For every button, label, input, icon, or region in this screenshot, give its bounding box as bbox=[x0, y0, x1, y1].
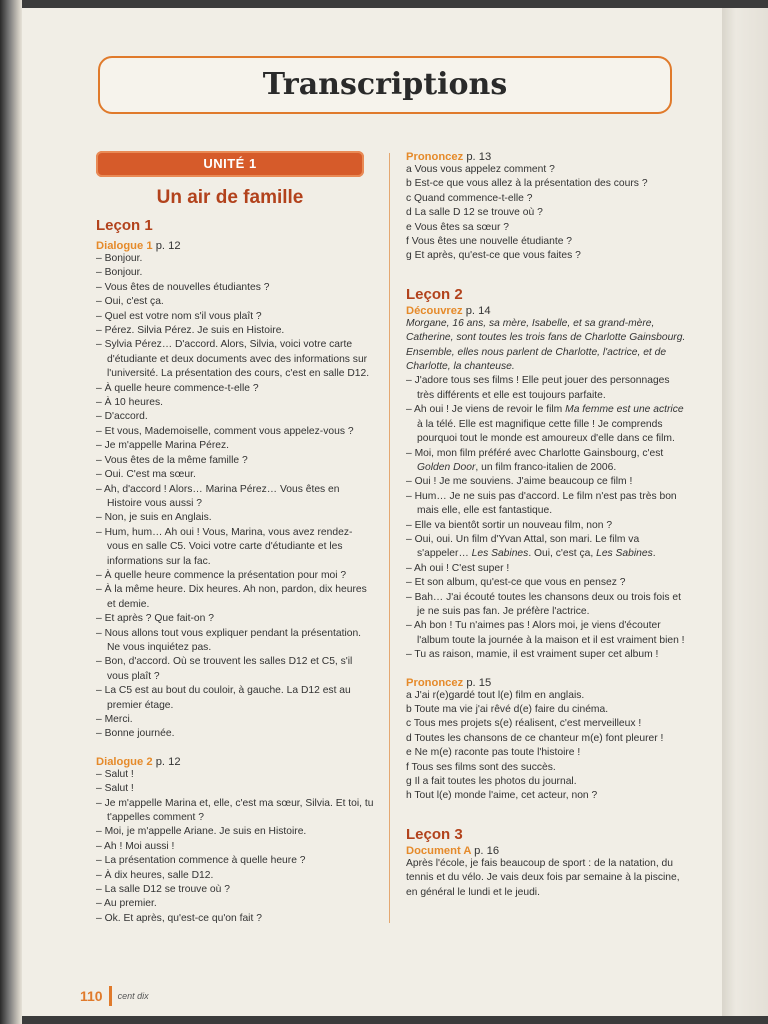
dialogue-line: – D'accord. bbox=[96, 410, 374, 424]
unit-banner: UNITÉ 1 bbox=[96, 151, 364, 177]
dialogue2-heading bbox=[96, 756, 374, 768]
page-number-words: cent dix bbox=[117, 991, 149, 1001]
list-item: e Ne m(e) raconte pas toute l'histoire ! bbox=[406, 747, 581, 759]
film-title: Ma femme est une actrice bbox=[565, 404, 684, 416]
line-text: Elle va bientôt sortir un nouveau film, non ? bbox=[414, 519, 613, 531]
dialogue-line: – Ah, d'accord ! Alors… Marina Pérez… Vous êtes en Histoire vous aussi ? bbox=[96, 483, 374, 512]
dialogue-line: – Hum, hum… Ah oui ! Vous, Marina, vous avez rendez-vous en salle C5. Voici votre carte d'étudiante et les informations sur la fac. bbox=[96, 526, 374, 569]
column-divider bbox=[389, 153, 390, 923]
dialogue2-lines bbox=[96, 768, 374, 926]
dialogue-line: – Bonjour. bbox=[96, 266, 374, 280]
list-item: h Tout l(e) monde l'aime, cet acteur, non ? bbox=[406, 790, 598, 802]
line-text: . bbox=[652, 548, 656, 560]
dialogue-line: – Vous êtes de nouvelles étudiantes ? bbox=[96, 281, 374, 295]
dialogue-line: – Nous allons tout vous expliquer pendant la présentation. Ne vous inquiétez pas. bbox=[96, 627, 374, 656]
dialogue1-heading bbox=[96, 240, 374, 252]
dialogue1-lines bbox=[96, 252, 374, 742]
list-item: b Est-ce que vous allez à la présentation des cours ? bbox=[406, 178, 648, 190]
decouvrez-label: Découvrez bbox=[406, 304, 463, 317]
line-text: Moi, mon film préféré avec Charlotte Gainsbourg, c'est bbox=[414, 447, 664, 459]
list-item: c Quand commence-t-elle ? bbox=[406, 192, 533, 204]
decouvrez-lines bbox=[406, 374, 688, 662]
dialogue-line: – Et après ? Que fait-on ? bbox=[96, 612, 374, 626]
list-item: f Vous êtes une nouvelle étudiante ? bbox=[406, 236, 573, 248]
line-text: J'adore tous ses films ! Elle peut jouer des personnages très différents et elle est toujours parfaite. bbox=[414, 375, 670, 401]
documentA-page: p. 16 bbox=[474, 844, 500, 857]
dialogue-line: – À la même heure. Dix heures. Ah non, pardon, dix heures et demie. bbox=[96, 583, 374, 612]
documentA-label: Document A bbox=[406, 844, 472, 857]
dialogue-line: – Quel est votre nom s'il vous plaît ? bbox=[96, 310, 374, 324]
right-column bbox=[406, 151, 688, 900]
dialogue-line: – Bon, d'accord. Où se trouvent les salles D12 et C5, s'il vous plaît ? bbox=[96, 655, 374, 684]
dialogue-line: – Oui, c'est ça. bbox=[96, 295, 374, 309]
dialogue-line: – Moi, je m'appelle Ariane. Je suis en Histoire. bbox=[96, 825, 374, 839]
film-title: Les Sabines bbox=[596, 548, 653, 560]
dialogue-line: – À 10 heures. bbox=[96, 396, 374, 410]
dialogue-line: – La présentation commence à quelle heure ? bbox=[96, 854, 374, 868]
dialogue-line: – Je m'appelle Marina et, elle, c'est ma sœur, Silvia. Et toi, tu t'appelles comment ? bbox=[96, 797, 374, 826]
dialogue-line bbox=[406, 648, 688, 662]
list-item: d Toutes les chansons de ce chanteur m(e) font pleurer ! bbox=[406, 732, 664, 744]
left-column bbox=[96, 151, 374, 926]
list-item: g Et après, qu'est-ce que vous faites ? bbox=[406, 250, 581, 262]
dialogue-line: – Bonjour. bbox=[96, 252, 374, 266]
page-footer bbox=[80, 986, 149, 1004]
dialogue-line: – Je m'appelle Marina Pérez. bbox=[96, 439, 374, 453]
dialogue-line bbox=[406, 447, 688, 476]
list-item: g Il a fait toutes les photos du journal. bbox=[406, 776, 577, 788]
dialogue-line: – À quelle heure commence la présentation pour moi ? bbox=[96, 569, 374, 583]
dialogue-line: – Au premier. bbox=[96, 897, 374, 911]
prononcez2-page: p. 15 bbox=[466, 676, 492, 689]
decouvrez-intro: Morgane, 16 ans, sa mère, Isabelle, et sa grand-mère, Catherine, sont toutes les trois fans de Charlotte Gainsbourg. Ensemble, elles nous parlent de Charlotte, l'actrice, et de Charlotte, la chanteuse. bbox=[406, 317, 686, 373]
dialogue-line: – Vous êtes de la même famille ? bbox=[96, 454, 374, 468]
prononcez1-heading bbox=[406, 151, 688, 163]
lecon1-title: Leçon 1 bbox=[96, 217, 153, 234]
book-spine bbox=[0, 0, 22, 1024]
dialogue-line: – Ah ! Moi aussi ! bbox=[96, 840, 374, 854]
dialogue-line bbox=[406, 519, 688, 533]
dialogue-line: – La salle D12 se trouve où ? bbox=[96, 883, 374, 897]
facing-page-edge bbox=[722, 8, 768, 1016]
list-item: a J'ai r(e)gardé tout l(e) film en anglais. bbox=[406, 689, 585, 701]
dialogue-line bbox=[406, 533, 688, 562]
dialogue-line bbox=[406, 403, 688, 446]
page-title-box bbox=[98, 56, 672, 114]
line-text: Ah oui ! Je viens de revoir le film bbox=[414, 404, 566, 416]
dialogue-line bbox=[406, 475, 688, 489]
prononcez1-page: p. 13 bbox=[466, 151, 492, 163]
line-text: Tu as raison, mamie, il est vraiment super cet album ! bbox=[414, 649, 659, 661]
prononcez1-label: Prononcez bbox=[406, 151, 464, 163]
documentA-text: Après l'école, je fais beaucoup de sport : de la natation, du tennis et du vélo. Je vais deux fois par semaine à la piscine, en général le lundi et le jeudi. bbox=[406, 857, 680, 898]
dialogue-line: – Bonne journée. bbox=[96, 727, 374, 741]
dialogue-line: – Salut ! bbox=[96, 768, 374, 782]
prononcez1-lines bbox=[406, 163, 688, 264]
film-title: Les Sabines bbox=[471, 548, 529, 560]
line-text: , un film franco-italien de 2006. bbox=[475, 461, 617, 473]
prononcez2-lines bbox=[406, 689, 688, 804]
dialogue-line: – Merci. bbox=[96, 713, 374, 727]
page-title: Transcriptions bbox=[262, 67, 508, 102]
page bbox=[22, 8, 722, 1016]
list-item: d La salle D 12 se trouve où ? bbox=[406, 207, 543, 219]
prononcez2-label: Prononcez bbox=[406, 676, 464, 689]
list-item: b Toute ma vie j'ai rêvé d(e) faire du cinéma. bbox=[406, 704, 609, 715]
dialogue2-label: Dialogue 2 bbox=[96, 755, 153, 768]
lecon3-title: Leçon 3 bbox=[406, 825, 463, 843]
list-item: f Tous ses films sont des succès. bbox=[406, 761, 556, 773]
line-text: Ah bon ! Tu n'aimes pas ! Alors moi, je viens d'écouter l'album toute la journée à la maison et il est vraiment bien ! bbox=[414, 620, 685, 646]
dialogue-line: – Non, je suis en Anglais. bbox=[96, 511, 374, 525]
page-number: 110 bbox=[80, 988, 103, 1004]
dialogue1-label: Dialogue 1 bbox=[96, 240, 153, 252]
unit-title: Un air de famille bbox=[156, 187, 304, 208]
dialogue1-page: p. 12 bbox=[155, 240, 181, 252]
list-item: a Vous vous appelez comment ? bbox=[406, 164, 555, 175]
footer-bar bbox=[109, 986, 112, 1006]
film-title: Golden Door bbox=[417, 461, 476, 473]
dialogue-line bbox=[406, 619, 688, 648]
dialogue-line bbox=[406, 576, 688, 590]
lecon2-title: Leçon 2 bbox=[406, 285, 463, 303]
dialogue-line: – Et vous, Mademoiselle, comment vous appelez-vous ? bbox=[96, 425, 374, 439]
dialogue-line: – Pérez. Silvia Pérez. Je suis en Histoire. bbox=[96, 324, 374, 338]
dialogue-line: – Sylvia Pérez… D'accord. Alors, Silvia, voici votre carte d'étudiante et deux documents avec des informations sur l'université. La présentation des cours, c'est en salle D12. bbox=[96, 338, 374, 381]
list-item: c Tous mes projets s(e) réalisent, c'est merveilleux ! bbox=[406, 718, 642, 730]
list-item: e Vous êtes sa sœur ? bbox=[406, 221, 510, 233]
prononcez2-heading bbox=[406, 677, 688, 689]
decouvrez-heading bbox=[406, 305, 688, 317]
documentA-heading bbox=[406, 845, 688, 857]
line-text: Oui, oui. Un film d'Yvan Attal, son mari. Le film va s'appeler… bbox=[414, 533, 640, 560]
dialogue-line: – La C5 est au bout du couloir, à gauche. La D12 est au premier étage. bbox=[96, 684, 374, 713]
decouvrez-page: p. 14 bbox=[465, 304, 491, 317]
dialogue-line: – Oui. C'est ma sœur. bbox=[96, 468, 374, 482]
dialogue-line: – Salut ! bbox=[96, 782, 374, 796]
line-text: . Oui, c'est ça, bbox=[528, 548, 597, 560]
dialogue-line bbox=[406, 374, 688, 403]
line-text: Hum… Je ne suis pas d'accord. Le film n'est pas très bon mais elle, elle est fantastique. bbox=[414, 490, 677, 517]
line-text: Ah oui ! C'est super ! bbox=[414, 562, 510, 574]
dialogue-line bbox=[406, 562, 688, 576]
line-text: à la télé. Elle est magnifique cette fille ! Je comprends pourquoi tout le monde est amoureux d'elle dans ce film. bbox=[417, 418, 675, 445]
dialogue-line bbox=[406, 490, 688, 519]
dialogue-line: – À quelle heure commence-t-elle ? bbox=[96, 382, 374, 396]
line-text: Oui ! Je me souviens. J'aime beaucoup ce film ! bbox=[414, 476, 633, 488]
dialogue2-page: p. 12 bbox=[155, 755, 181, 768]
dialogue-line: – À dix heures, salle D12. bbox=[96, 869, 374, 883]
line-text: Bah… J'ai écouté toutes les chansons deux ou trois fois et je ne suis pas fan. Je préfère l'actrice. bbox=[414, 591, 682, 617]
dialogue-line bbox=[406, 591, 688, 620]
line-text: Et son album, qu'est-ce que vous en pensez ? bbox=[414, 577, 626, 589]
dialogue-line: – Ok. Et après, qu'est-ce qu'on fait ? bbox=[96, 912, 374, 926]
